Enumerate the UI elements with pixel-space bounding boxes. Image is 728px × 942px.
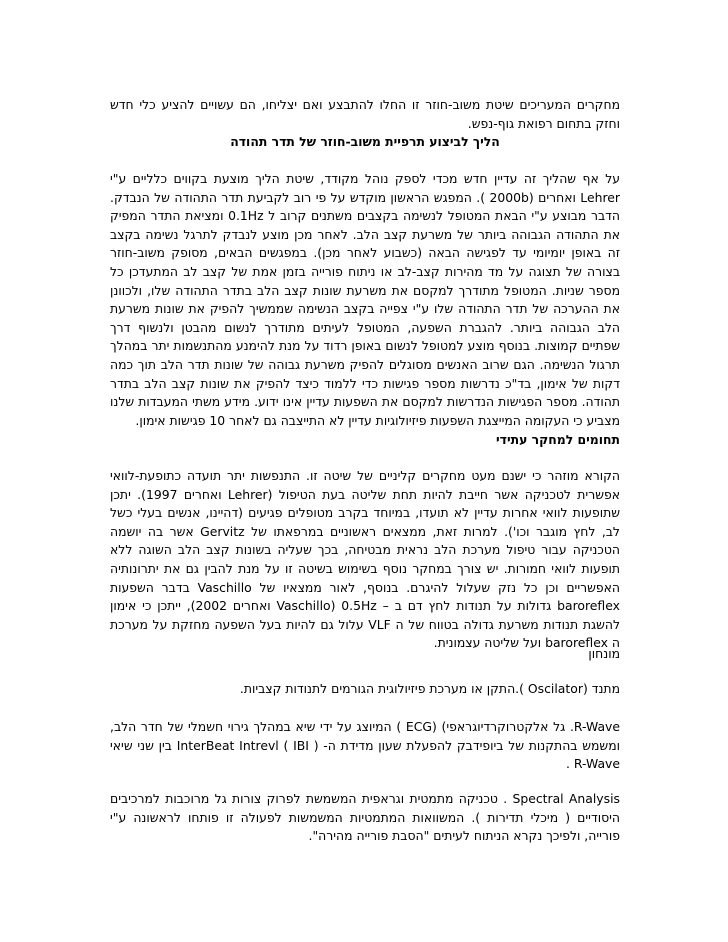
glossary-heading: מונחון (588, 646, 620, 661)
future-research-paragraph: הקורא מוזהר כי ישנם מעט מחקרים קליניים של שיטה זו. התנפשות יתר תועדה כתופעת-לוואי אפשרית לטכניקה אשר חייבת להיות תחת שליטה בעת הטיפול (Lehrer ואחרים 1997). יתכן שתופעות לוואי אחרות עדיין לא תועדו, במיוחד בקרב מטופלים פגיעים (דהיינו, אנשים בעלי כשל לב, לחץ מוגבר וכו'). למרות זאת, ממצאים ראשוניים במרפאתו של Gervitz אשר בה יושמה הטכניקה עבור טיפול מערכת הלב נראית מבטיחה, בכך שעליה בשונות קצב הלב השוגה ללא תופעות לוואי חמורות. יש צורך במחקר נוסף בשימוש בשיטה זו על מנת להבין גם את יתרונותיה האפשריים וכן כל נזק שעלול להיגרם. בנוסף, לאור ממצאיו של Vaschillo בדבר השפעות baroreflex גדולות על תנודות לחץ דם ב – 0.5Hz (Vaschillo ואחרים 2002), ייתכן כי אימון להשגת תנודות משרעת גדולה בטווח של ה VLF עלול גם להיות בעל השפעה מחזקת על מערכת ה baroreflex ועל שליטה עצמונית. (110, 468, 620, 651)
glossary-oscillator: מתנד (Oscilator ).התקן או מערכת פיזיולוגית הגורמים לתנודות קצביות. (239, 681, 620, 696)
glossary-spectral-analysis: Spectral Analysis . טכניקה מתמטית וגראפית המשמשת לפרוק צורות גל מרוכבות למרכיבים היסודיים ( מיכלי תדירות ). המשוואות המתמטיות המשמשות לפעולה זו פותחו לראשונה ע"י פורייה, ולפיכך נקרא הניתוח לעיתים "הסבת פורייה מהירה". (110, 791, 620, 844)
intro-paragraph: מחקרים המעריכים שיטת משוב-חוזר זו החלו להתבצע ואם יצליחו, הם עשויים להציע כלי חדש וחזק בתחום רפואת גוף-נפש. (110, 97, 620, 131)
section-heading-future-research: תחומים למחקר עתידי (496, 432, 620, 447)
procedure-paragraph: על אף שהליך זה עדיין חדש מכדי לספק נוהל מקודד, שיטת הליך מוצעת בקווים כלליים ע"י Lehrer ואחרים (2000b ). המפגש הראשון מוקדש על פי רוב לקביעת תדר התהודה של הנבדק. הדבר מבוצע ע"י הבאת המטופל לנשימה בקצבים משתנים קרוב ל 0.1Hz ומציאת התדר המפיק את התהודה הגבוהה ביותר של משרעת קצב הלב. לאחר מכן מוצע לנבדק לתרגל נשימה בקצב זה באופן יומיומי עד לפגישה הבאה (כשבוע לאחר מכן). במפגשים הבאים, מסופק משוב-חוזר בצורה של תצוגה על מד מהירות קצב-לב או ניתוח פורייה בזמן אמת של קצב לב המתעדכן כל מספר שניות. המטופל מתודרך למקסם את משרעת שונות קצב הלב בתדר התהודה שלו, ולכוונן את ההערכה של תדר התהודה שלו ע"י צפייה בקצב הנשימה שממשיך להפיק את שונות משרעת הלב הגבוהה ביותר. להגברת השפעה, המטופל לעיתים מתודרך לנשום מהבטן ולנשוף דרך שפתיים קמוצות. בנוסף מוצע למטופל לנשום באופן רדוד על מנת להימנע מהתנשמות יתר במהלך תרגול הנשימה. הגם שרוב האנשים מסוגלים להפיק משרעת גבוהה של שונות תדר הלב תוך כמה דקות של אימון, בד"כ נדרשות מספר פגישות כדי ללמוד כיצד להפיק את שונות קצב הלב בתדר תהודה. מספר הפגישות הנדרשות למקסם את השפעות עדיין אינו ידוע. מידע משתי המעבדות שלנו מצביע כי העקומה המייצגת השפעות פיזיולוגיות עדיין לא התייצבה גם לאחר 10 פגישות אימון. (110, 171, 620, 428)
section-heading-resonance-procedure: הליך לביצוע תרפיית משוב-חוזר של תדר תהודה (230, 134, 500, 149)
glossary-r-wave: R-Wave. גל אלקטרוקרדיוגראפי) (ECG ) המיוצג על ידי שיא במהלך גירוי חשמלי של חדר הלב, ומשמש בהתקנות של ביופידבק להפעלת שעון מדידת ה- InterBeat Intrevl ( IBI ) בין שני שיאי R-Wave . (110, 719, 620, 772)
